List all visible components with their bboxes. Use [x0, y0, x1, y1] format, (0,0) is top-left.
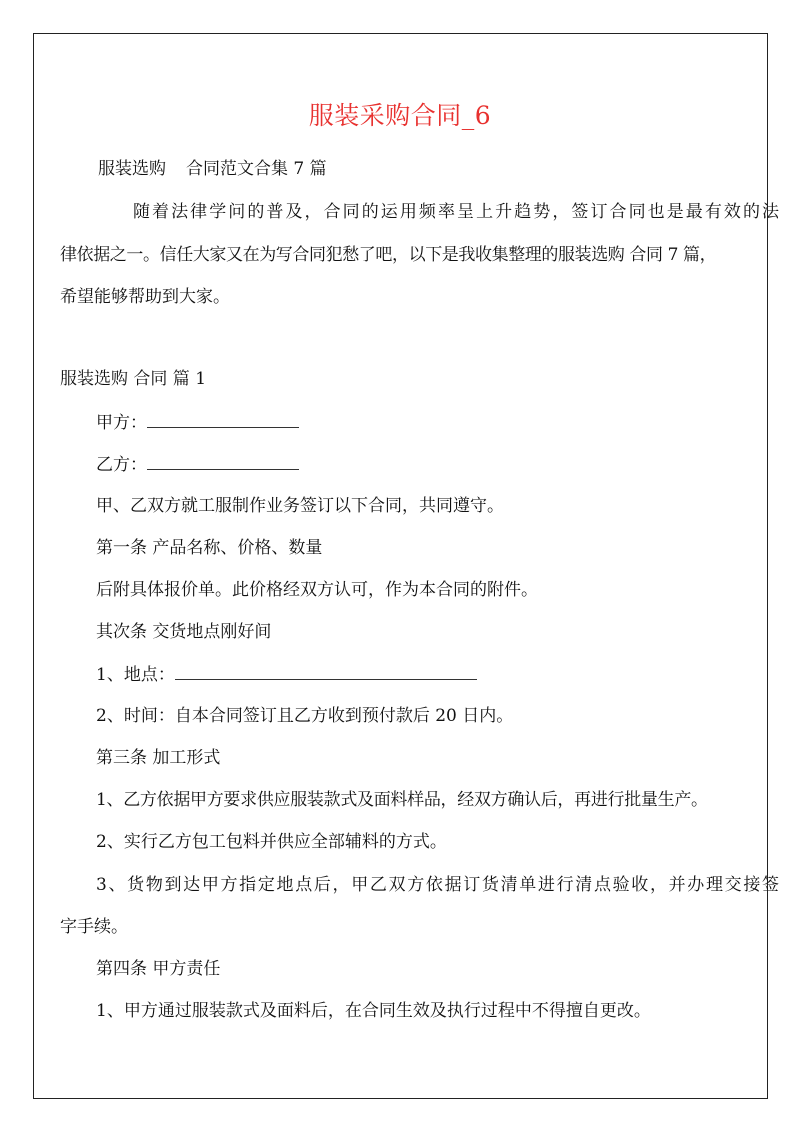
page-border: [33, 33, 768, 1099]
subtitle-part1: 服装选购: [98, 159, 166, 179]
location-blank: [175, 663, 477, 680]
article2-item2: 2、时间：自本合同签订且乙方收到预付款后 20 日内。: [96, 706, 514, 726]
party-b-label: 乙方：: [96, 455, 147, 475]
article3-heading: 第三条 加工形式: [96, 748, 221, 768]
subtitle-part2: 合同范文合集 7 篇: [186, 159, 327, 179]
agreement-paragraph: 甲、乙双方就工服制作业务签订以下合同，共同遵守。: [96, 496, 504, 516]
article2-item1-label: 1、地点：: [96, 665, 175, 685]
article4-item1: 1、甲方通过服装款式及面料后，在合同生效及执行过程中不得擅自更改。: [96, 1001, 651, 1021]
subtitle-line: [98, 158, 327, 180]
intro-line-3: 希望能够帮助到大家。: [60, 287, 230, 307]
article2-heading: 其次条 交货地点刚好间: [96, 622, 272, 642]
intro-line-1: 随着法律学问的普及，合同的运用频率呈上升趋势，签订合同也是最有效的法: [133, 202, 779, 222]
article2-item1-line: [96, 663, 477, 686]
intro-line-2: 律依据之一。信任大家又在为写合同犯愁了吧，以下是我收集整理的服装选购 合同 7 篇，: [60, 245, 717, 265]
article1-text: 后附具体报价单。此价格经双方认可，作为本合同的附件。: [96, 580, 538, 600]
article3-item2: 2、实行乙方包工包料并供应全部辅料的方式。: [96, 832, 447, 852]
party-b-line: [96, 453, 299, 476]
party-a-line: [96, 411, 299, 434]
article4-heading: 第四条 甲方责任: [96, 959, 221, 979]
article1-heading: 第一条 产品名称、价格、数量: [96, 538, 323, 558]
article3-item3-line1: 3、货物到达甲方指定地点后，甲乙双方依据订货清单进行清点验收，并办理交接签: [96, 875, 779, 895]
section-heading: 服装选购 合同 篇 1: [60, 369, 207, 389]
article3-item3-line2: 字手续。: [60, 917, 128, 937]
article3-item1: 1、乙方依据甲方要求供应服装款式及面料样品，经双方确认后，再进行批量生产。: [96, 790, 708, 810]
party-a-blank: [147, 411, 299, 428]
party-a-label: 甲方：: [96, 413, 147, 433]
document-title: 服装采购合同_6: [308, 101, 492, 130]
party-b-blank: [147, 453, 299, 470]
